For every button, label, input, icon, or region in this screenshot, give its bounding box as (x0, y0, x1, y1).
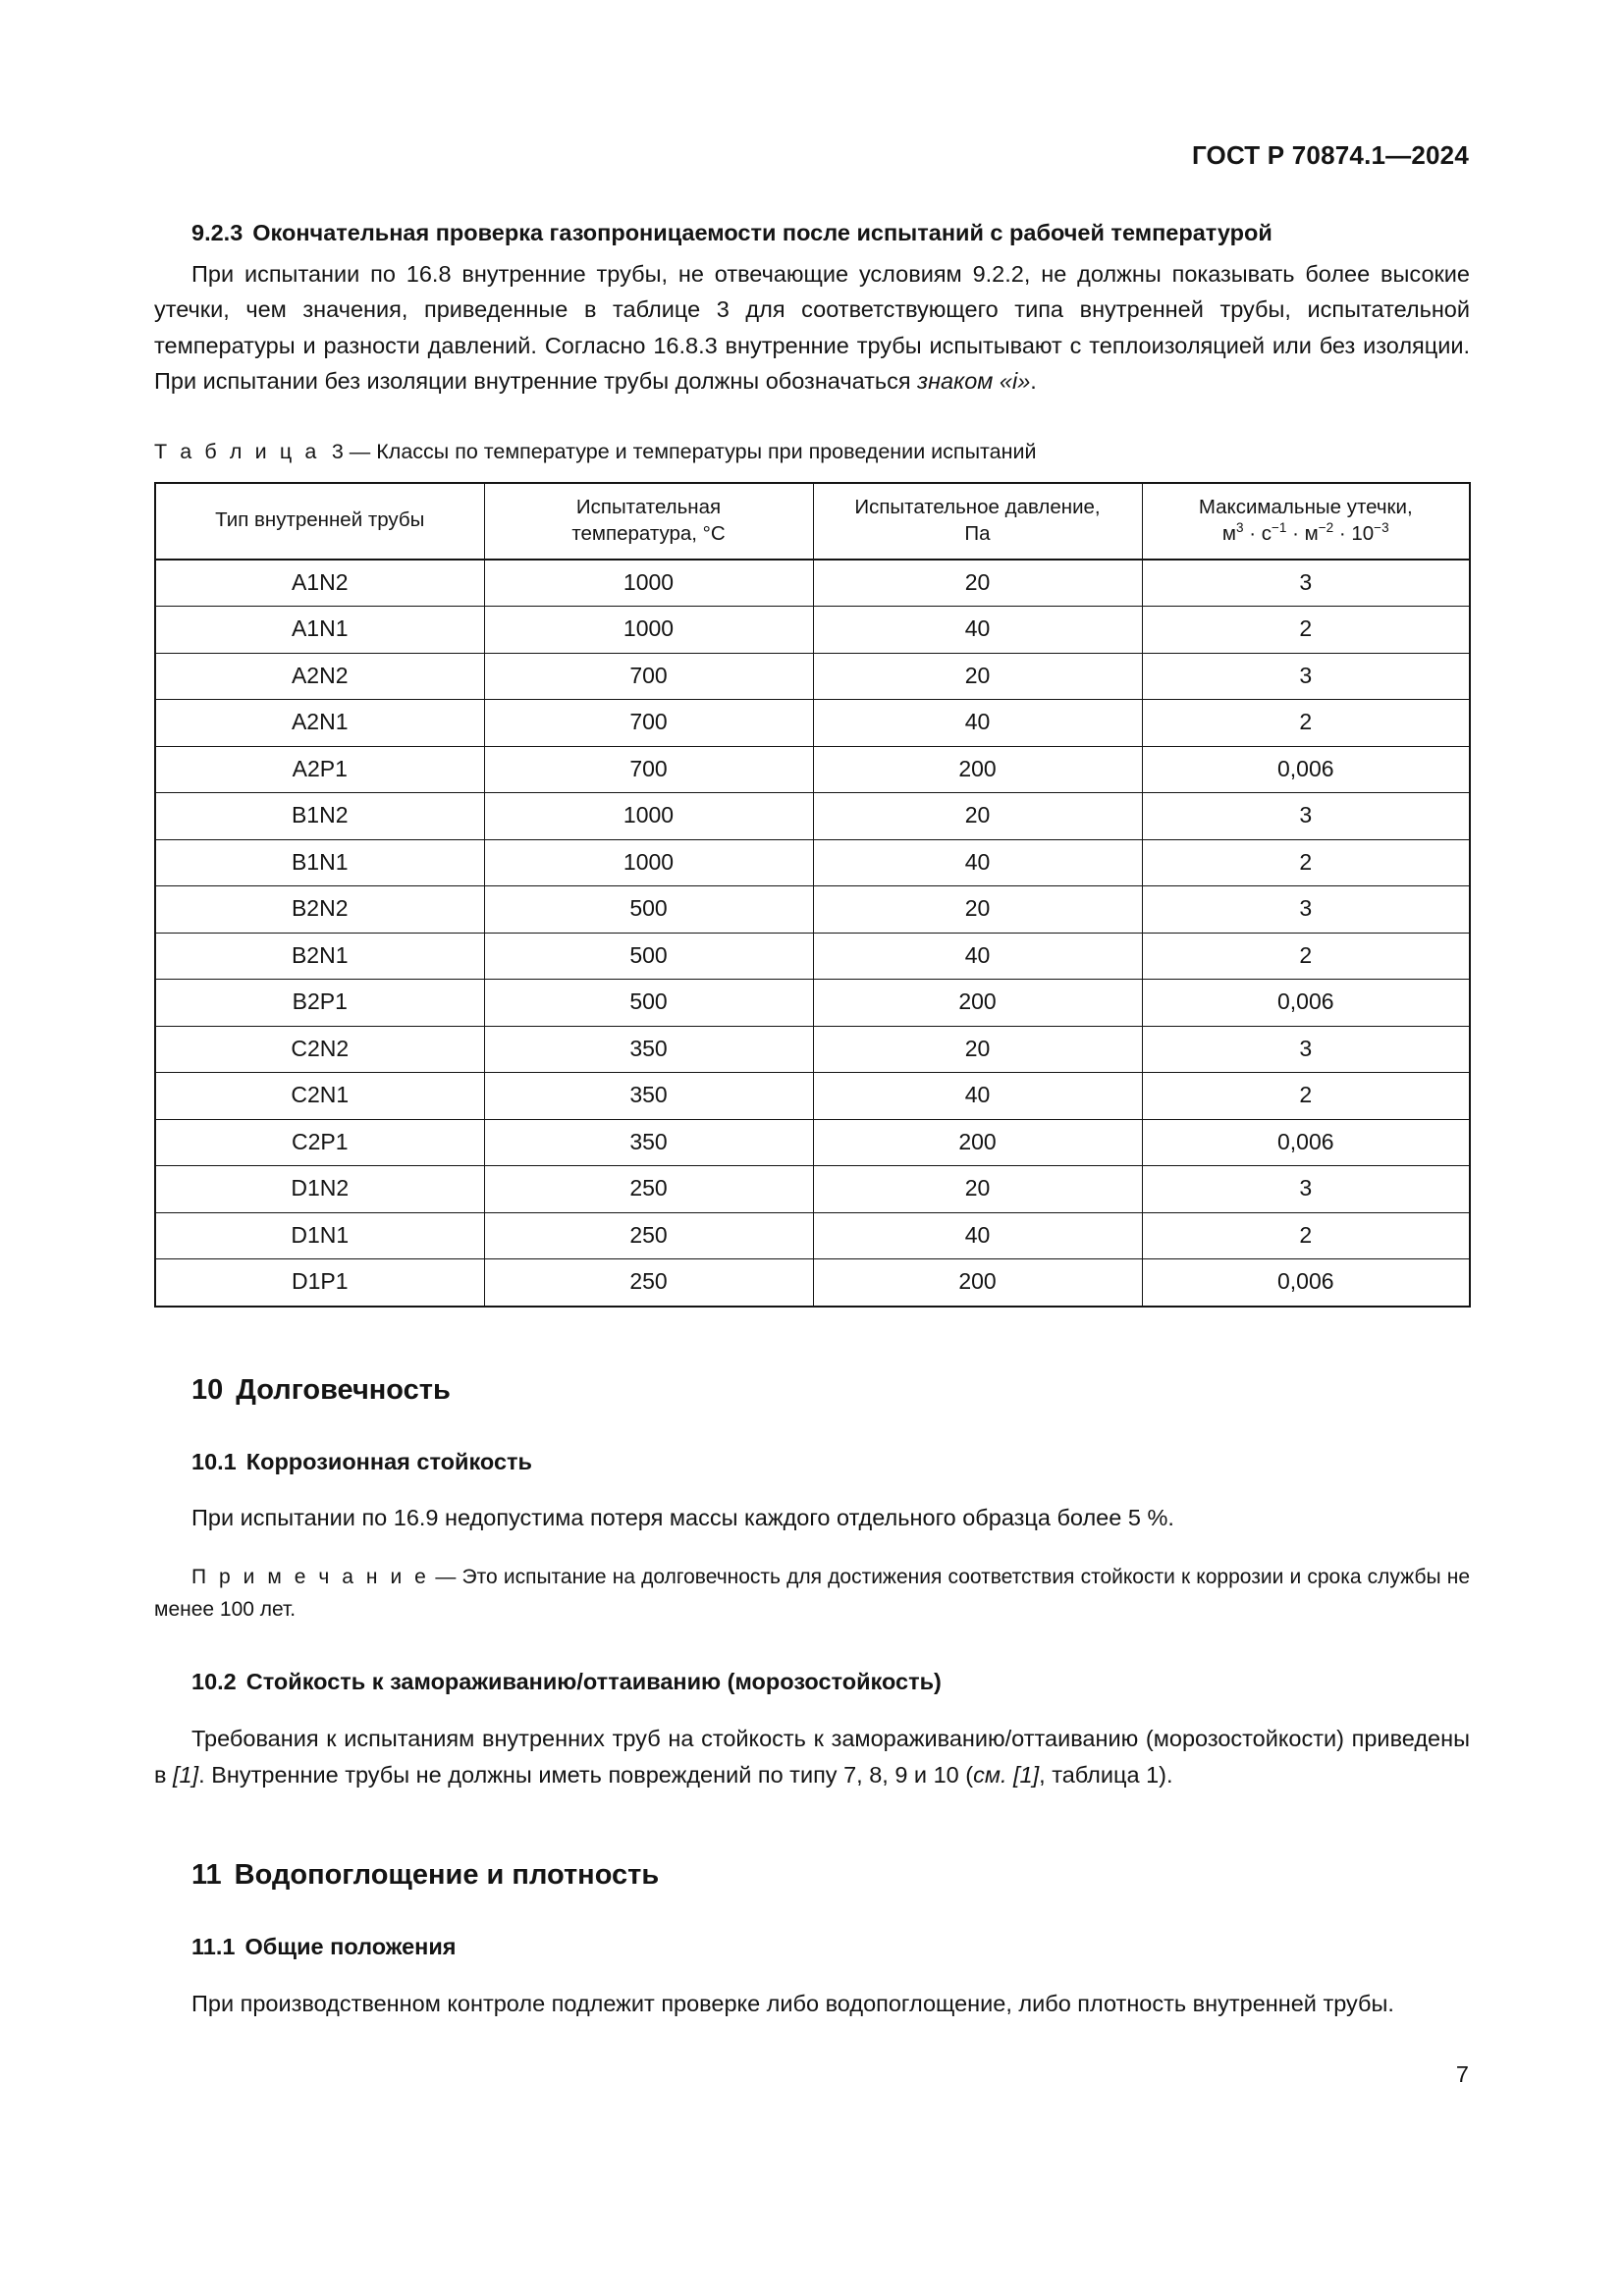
cell-pipe-type: A2N1 (155, 700, 484, 747)
heading-11-1-number: 11.1 (191, 1934, 236, 1960)
table-row (155, 607, 1470, 654)
table-3-caption-dash: — (343, 439, 377, 463)
cell-pressure: 200 (813, 1119, 1142, 1166)
column-header-temperature (484, 483, 813, 560)
cell-leakage: 3 (1142, 793, 1470, 840)
paragraph-10-2 (154, 1721, 1470, 1792)
heading-10-number: 10 (191, 1373, 224, 1406)
table-row (155, 560, 1470, 607)
cell-pressure: 20 (813, 1166, 1142, 1213)
table-row (155, 980, 1470, 1027)
cell-temperature: 700 (484, 700, 813, 747)
cell-pipe-type: D1N1 (155, 1212, 484, 1259)
paragraph-9-2-3-italic: знаком «i» (917, 368, 1031, 395)
cell-pressure: 40 (813, 607, 1142, 654)
table-row (155, 1259, 1470, 1307)
table-row (155, 1166, 1470, 1213)
paragraph-10-2-text3: , таблица 1). (1039, 1761, 1173, 1788)
table-3-caption-spacer (320, 440, 332, 463)
cell-pipe-type: C2P1 (155, 1119, 484, 1166)
cell-pressure: 40 (813, 1073, 1142, 1120)
page-content (154, 218, 1470, 2021)
cell-pipe-type: D1P1 (155, 1259, 484, 1307)
cell-pipe-type: A1N1 (155, 607, 484, 654)
cell-pressure: 20 (813, 793, 1142, 840)
cell-leakage: 3 (1142, 653, 1470, 700)
paragraph-10-2-text2: . Внутренние трубы не должны иметь повреждений по типу 7, 8, 9 и 10 ( (198, 1761, 974, 1788)
paragraph-9-2-3-text1: При испытании по 16.8 внутренние трубы, не отвечающие условиям 9.2.2, не должны показывать более высокие утечки, чем значения, приведенные в таблице 3 для соответствующего типа внутренней трубы, испытательной температуры и разности давлений. Согласно 16.8.3 внутренние трубы испытывают с теплоизоляцией или без изоляции. При испытании без изоляции внутренние трубы должны обозначаться (154, 260, 1470, 395)
note-10-1-text: Это испытание на долговечность для достижения соответствия стойкости к коррозии и срока службы не менее 100 лет. (154, 1565, 1470, 1621)
table-3-body (155, 560, 1470, 1307)
heading-10-1-number: 10.1 (191, 1448, 237, 1474)
cell-pipe-type: B1N1 (155, 839, 484, 886)
table-row (155, 839, 1470, 886)
heading-9-2-3 (154, 218, 1470, 248)
paragraph-10-2-text1: Требования к испытаниям внутренних труб на стойкость к замораживанию/оттаиванию (морозостойкости) приведены в (154, 1725, 1470, 1788)
cell-pipe-type: B2N1 (155, 933, 484, 980)
column-header-leakage-units: $м^3 \cdot с^{-1} \cdot м^{-2} \cdot 10^{-3}$ (1221, 519, 1389, 545)
cell-pressure: 20 (813, 560, 1142, 607)
cell-pipe-type: A2N2 (155, 653, 484, 700)
cell-temperature: 500 (484, 980, 813, 1027)
cell-leakage: 3 (1142, 560, 1470, 607)
table-3-caption-label: Т а б л и ц а (154, 439, 320, 463)
cell-pipe-type: C2N1 (155, 1073, 484, 1120)
table-row (155, 1212, 1470, 1259)
table-row (155, 886, 1470, 934)
cell-leakage: 2 (1142, 1212, 1470, 1259)
paragraph-10-2-ref1: [1] (173, 1761, 199, 1788)
cell-temperature: 1000 (484, 607, 813, 654)
cell-temperature: 350 (484, 1073, 813, 1120)
cell-leakage: 2 (1142, 839, 1470, 886)
column-header-leakage (1142, 483, 1470, 560)
heading-10-1-title: Коррозионная стойкость (245, 1448, 532, 1474)
cell-pressure: 200 (813, 1259, 1142, 1307)
cell-pressure: 40 (813, 839, 1142, 886)
table-3-head (155, 483, 1470, 560)
table-3-caption (154, 439, 1470, 466)
cell-temperature: 250 (484, 1259, 813, 1307)
table-header-row (155, 483, 1470, 560)
heading-11 (154, 1857, 1470, 1893)
cell-temperature: 250 (484, 1212, 813, 1259)
cell-leakage: 3 (1142, 1026, 1470, 1073)
paragraph-9-2-3-text2: . (1030, 368, 1037, 395)
table-3-caption-number: 3 (331, 439, 344, 463)
cell-temperature: 700 (484, 746, 813, 793)
cell-temperature: 500 (484, 886, 813, 934)
cell-leakage: 0,006 (1142, 746, 1470, 793)
cell-pipe-type: B2P1 (155, 980, 484, 1027)
page-number: 7 (1455, 2061, 1469, 2087)
paragraph-11-1: При производственном контроле подлежит проверке либо водопоглощение, либо плотность внутренней трубы. (191, 1990, 1394, 2016)
heading-10 (154, 1372, 1470, 1408)
column-header-temperature-line2: температура, °C (571, 521, 726, 545)
heading-11-number: 11 (191, 1859, 222, 1892)
running-header: ГОСТ Р 70874.1—2024 (1191, 140, 1469, 170)
cell-pipe-type: A2P1 (155, 746, 484, 793)
cell-leakage: 2 (1142, 1073, 1470, 1120)
table-row (155, 746, 1470, 793)
cell-pipe-type: A1N2 (155, 560, 484, 607)
heading-10-2-number: 10.2 (191, 1669, 237, 1695)
paragraph-10-2-ref2: см. [1] (973, 1761, 1040, 1788)
heading-11-1 (154, 1932, 1470, 1962)
heading-10-2-title: Стойкость к замораживанию/оттаиванию (морозостойкость) (245, 1669, 942, 1695)
cell-leakage: 0,006 (1142, 980, 1470, 1027)
cell-leakage: 2 (1142, 607, 1470, 654)
table-row (155, 1073, 1470, 1120)
heading-10-2 (154, 1667, 1470, 1697)
column-header-pressure-line1: Испытательное давление, (854, 495, 1101, 518)
heading-10-title: Долговечность (236, 1373, 451, 1406)
cell-leakage: 0,006 (1142, 1119, 1470, 1166)
cell-pipe-type: B2N2 (155, 886, 484, 934)
cell-temperature: 250 (484, 1166, 813, 1213)
heading-9-2-3-number: 9.2.3 (191, 220, 244, 245)
cell-pressure: 20 (813, 886, 1142, 934)
cell-temperature: 350 (484, 1119, 813, 1166)
table-3 (154, 482, 1471, 1308)
cell-leakage: 2 (1142, 933, 1470, 980)
note-10-1-label: П р и м е ч а н и е (191, 1565, 430, 1588)
heading-11-title: Водопоглощение и плотность (234, 1859, 660, 1892)
cell-pressure: 40 (813, 700, 1142, 747)
cell-leakage: 3 (1142, 1166, 1470, 1213)
table-row (155, 933, 1470, 980)
cell-temperature: 1000 (484, 793, 813, 840)
heading-11-1-title: Общие положения (244, 1934, 457, 1960)
cell-pressure: 40 (813, 933, 1142, 980)
note-10-1-dash: — (429, 1565, 462, 1588)
paragraph-10-1: При испытании по 16.9 недопустима потеря массы каждого отдельного образца более 5 %. (191, 1505, 1174, 1531)
column-header-temperature-line1: Испытательная (575, 495, 722, 518)
cell-leakage: 3 (1142, 886, 1470, 934)
cell-pipe-type: C2N2 (155, 1026, 484, 1073)
cell-pressure: 20 (813, 1026, 1142, 1073)
cell-temperature: 500 (484, 933, 813, 980)
cell-leakage: 2 (1142, 700, 1470, 747)
cell-pressure: 20 (813, 653, 1142, 700)
column-header-leakage-line1: Максимальные утечки, (1198, 495, 1413, 518)
table-row (155, 1026, 1470, 1073)
cell-temperature: 700 (484, 653, 813, 700)
table-3-caption-title: Классы по температуре и температуры при проведении испытаний (376, 439, 1037, 463)
column-header-pipe-type-line1: Тип внутренней трубы (215, 508, 425, 532)
table-row (155, 793, 1470, 840)
cell-pressure: 40 (813, 1212, 1142, 1259)
column-header-pressure-line2: Па (964, 521, 991, 545)
heading-9-2-3-title: Окончательная проверка газопроницаемости после испытаний с рабочей температурой (252, 220, 1272, 245)
cell-pressure: 200 (813, 980, 1142, 1027)
cell-pressure: 200 (813, 746, 1142, 793)
table-row (155, 653, 1470, 700)
cell-temperature: 350 (484, 1026, 813, 1073)
cell-temperature: 1000 (484, 560, 813, 607)
note-10-1 (154, 1562, 1470, 1627)
table-row (155, 1119, 1470, 1166)
cell-pipe-type: D1N2 (155, 1166, 484, 1213)
column-header-pressure (813, 483, 1142, 560)
column-header-pipe-type (155, 483, 484, 560)
cell-pipe-type: B1N2 (155, 793, 484, 840)
paragraph-9-2-3 (154, 256, 1470, 400)
heading-10-1 (154, 1447, 1470, 1477)
cell-leakage: 0,006 (1142, 1259, 1470, 1307)
table-row (155, 700, 1470, 747)
cell-temperature: 1000 (484, 839, 813, 886)
